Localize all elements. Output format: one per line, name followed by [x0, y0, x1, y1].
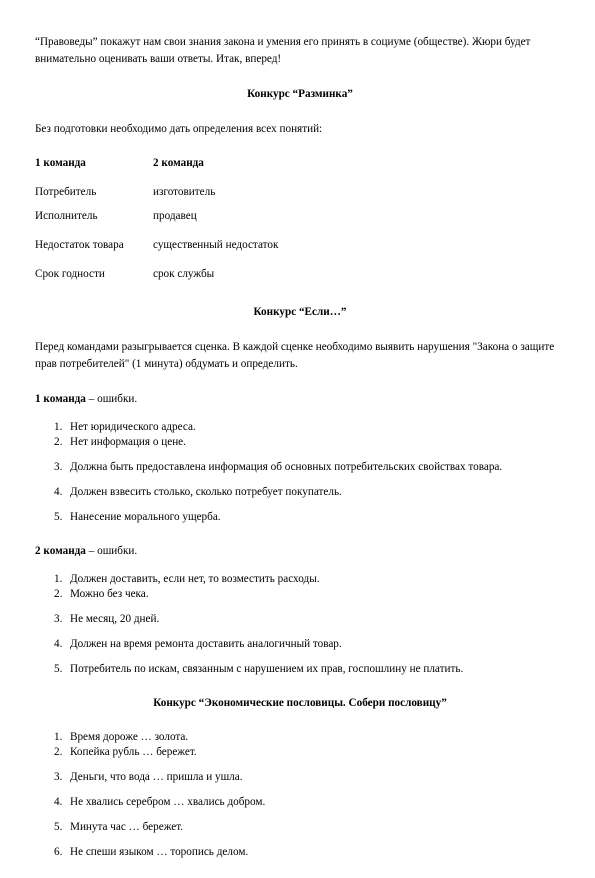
list-item: 2. Копейка рубль … бережет.: [54, 746, 197, 758]
table-row: [35, 228, 435, 262]
contest-warmup-heading: Конкурс “Разминка”: [247, 88, 353, 100]
list-item: 5. Минута час … бережет.: [54, 821, 184, 833]
list-item: 5. Нанесение морального ущерба.: [54, 511, 221, 523]
document-page: [35, 34, 565, 878]
definitions-table: [35, 156, 435, 286]
list-item-text: Минута час … бережет.: [70, 821, 184, 833]
table-row: [35, 204, 435, 228]
list-item: 4. Не хвались серебром … хвались добром.: [54, 796, 266, 808]
list-item: 1. Время дороже … золота.: [54, 731, 189, 743]
team1-header: 1 команда: [35, 157, 86, 169]
team1-label: 1 команда: [35, 393, 86, 405]
list-item-text: Должен на время ремонта доставить аналогичный товар.: [70, 638, 342, 650]
list-item-text: Время дороже … золота.: [70, 731, 189, 743]
list-item-text: Нанесение морального ущерба.: [70, 511, 221, 523]
team2-term: продавец: [153, 209, 197, 222]
list-item-text: Потребитель по искам, связанным с нарушением их прав, госпошлину не платить.: [70, 663, 464, 675]
table-row: [35, 180, 435, 204]
list-item-text: Не спеши языком … торопись делом.: [70, 846, 249, 858]
definitions-header-row: [35, 156, 435, 180]
list-item: 1. Нет юридического адреса.: [54, 421, 196, 433]
list-item: 6. Не спеши языком … торопись делом.: [54, 846, 249, 858]
list-item-text: Должен взвесить столько, сколько потребует покупатель.: [70, 486, 342, 498]
list-item-text: Должен доставить, если нет, то возместить расходы.: [70, 573, 320, 585]
table-row: [35, 262, 435, 286]
list-item-text: Можно без чека.: [70, 588, 149, 600]
list-item-text: Нет информация о цене.: [70, 436, 186, 448]
team1-term: Исполнитель: [35, 209, 98, 222]
contest-warmup-lead: Без подготовки необходимо дать определения всех понятий:: [35, 123, 323, 135]
team1-errors-label: [35, 391, 565, 408]
contest-if-lead: Перед командами разыгрывается сценка. В каждой сценке необходимо выявить нарушения "Закона о защите прав потребителей" (1 минута) обдумать и определить.: [35, 341, 555, 370]
team2-term: срок службы: [153, 267, 215, 280]
team1-suffix: – ошибки.: [85, 393, 138, 405]
team2-suffix: – ошибки.: [85, 545, 138, 557]
list-item: 5. Потребитель по искам, связанным с нарушением их прав, госпошлину не платить.: [54, 663, 464, 675]
list-item-text: Не хвались серебром … хвались добром.: [70, 796, 266, 808]
team1-term: Срок годности: [35, 267, 105, 280]
list-item: 2. Можно без чека.: [54, 588, 149, 600]
list-item: 4. Должен на время ремонта доставить аналогичный товар.: [54, 638, 342, 650]
list-item-text: Должна быть предоставлена информация об основных потребительских свойствах товара.: [70, 461, 503, 473]
team2-errors-list: [35, 572, 565, 677]
team2-label: 2 команда: [35, 545, 86, 557]
list-item: 4. Должен взвесить столько, сколько потребует покупатель.: [54, 486, 342, 498]
team2-header: 2 команда: [153, 157, 204, 169]
team2-term: изготовитель: [153, 185, 216, 198]
contest-if-heading: Конкурс “Если…”: [253, 306, 347, 318]
proverbs-list: [35, 730, 565, 860]
list-item: 3. Должна быть предоставлена информация об основных потребительских свойствах товара.: [54, 461, 503, 473]
team1-term: Недостаток товара: [35, 238, 124, 251]
list-item: 3. Не месяц, 20 дней.: [54, 613, 160, 625]
list-item-text: Нет юридического адреса.: [70, 421, 196, 433]
team1-term: Потребитель: [35, 185, 97, 198]
list-item: 3. Деньги, что вода … пришла и ушла.: [54, 771, 243, 783]
list-item: 2. Нет информация о цене.: [54, 436, 186, 448]
team2-errors-label: [35, 543, 565, 560]
list-item-text: Копейка рубль … бережет.: [70, 746, 197, 758]
team1-errors-list: [35, 420, 565, 525]
list-item: 1. Должен доставить, если нет, то возместить расходы.: [54, 573, 320, 585]
intro-paragraph: “Правоведы” покажут нам свои знания закона и умения его принять в социуме (обществе). Жюри будет внимательно оценивать ваши ответы. Итак, вперед!: [35, 36, 531, 65]
list-item-text: Не месяц, 20 дней.: [70, 613, 160, 625]
list-item-text: Деньги, что вода … пришла и ушла.: [70, 771, 243, 783]
team2-term: существенный недостаток: [153, 238, 279, 251]
contest-proverbs-heading: Конкурс “Экономические пословицы. Собери пословицу”: [153, 697, 447, 709]
